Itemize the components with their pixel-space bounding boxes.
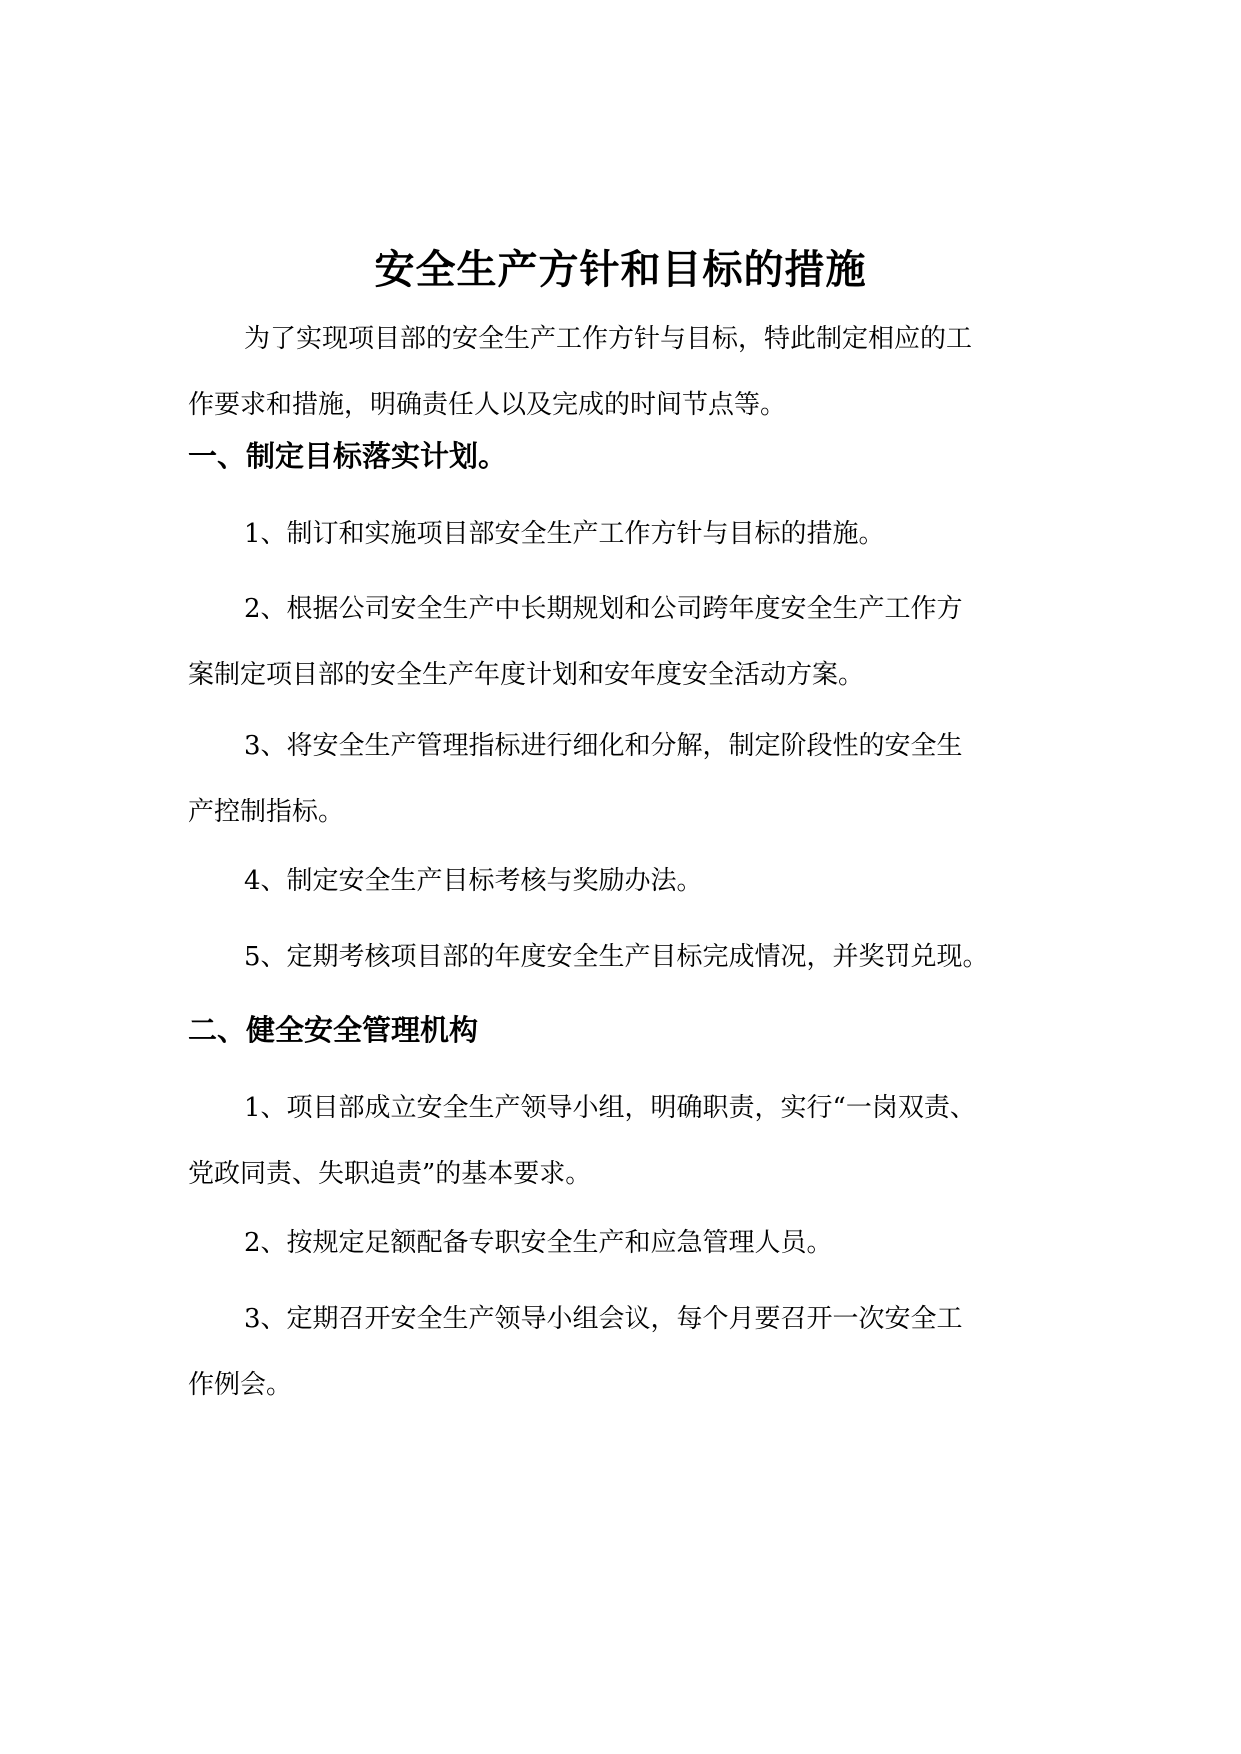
section-1-item-4 <box>188 848 1058 914</box>
document-title: 安全生产方针和目标的措施 <box>374 246 867 293</box>
section-1-item-2-line-1: 2、根据公司安全生产中长期规划和公司跨年度安全生产工作方 <box>244 594 963 624</box>
section-1-item-2-line-2: 案制定项目部的安全生产年度计划和安年度安全活动方案。 <box>188 660 865 690</box>
section-2-item-3 <box>188 1286 1058 1418</box>
section-1-item-3-line-1: 3、将安全生产管理指标进行细化和分解，制定阶段性的安全生 <box>244 731 963 761</box>
section-2-item-2 <box>188 1210 1058 1276</box>
section-2-item-2-line-1: 2、按规定足额配备专职安全生产和应急管理人员。 <box>244 1228 833 1258</box>
section-1-item-5 <box>188 924 1058 990</box>
intro-paragraph <box>188 306 1058 438</box>
section-1-item-2 <box>188 576 1058 708</box>
section-1-item-1 <box>188 501 1058 567</box>
section-1-item-5-line-1: 5、定期考核项目部的年度安全生产目标完成情况，并奖罚兑现。 <box>244 942 989 972</box>
section-1-heading: 一、制定目标落实计划。 <box>188 439 508 473</box>
section-2-item-1 <box>188 1075 1058 1207</box>
section-1-item-4-line-1: 4、制定安全生产目标考核与奖励办法。 <box>244 866 703 896</box>
section-1-item-1-line-1: 1、制订和实施项目部安全生产工作方针与目标的措施。 <box>244 519 885 549</box>
section-2-item-1-line-1: 1、项目部成立安全生产领导小组，明确职责，实行“一岗双责、 <box>244 1093 976 1123</box>
section-2-item-3-line-1: 3、定期召开安全生产领导小组会议，每个月要召开一次安全工 <box>244 1304 963 1334</box>
intro-line-1: 为了实现项目部的安全生产工作方针与目标，特此制定相应的工 <box>244 324 973 354</box>
section-2-heading: 二、健全安全管理机构 <box>188 1013 479 1047</box>
section-2-item-1-line-2: 党政同责、失职追责”的基本要求。 <box>188 1159 592 1189</box>
section-1-item-3-line-2: 产控制指标。 <box>188 797 345 827</box>
section-2-item-3-line-2: 作例会。 <box>188 1370 293 1400</box>
intro-line-2: 作要求和措施，明确责任人以及完成的时间节点等。 <box>188 390 787 420</box>
section-1-item-3 <box>188 713 1058 845</box>
